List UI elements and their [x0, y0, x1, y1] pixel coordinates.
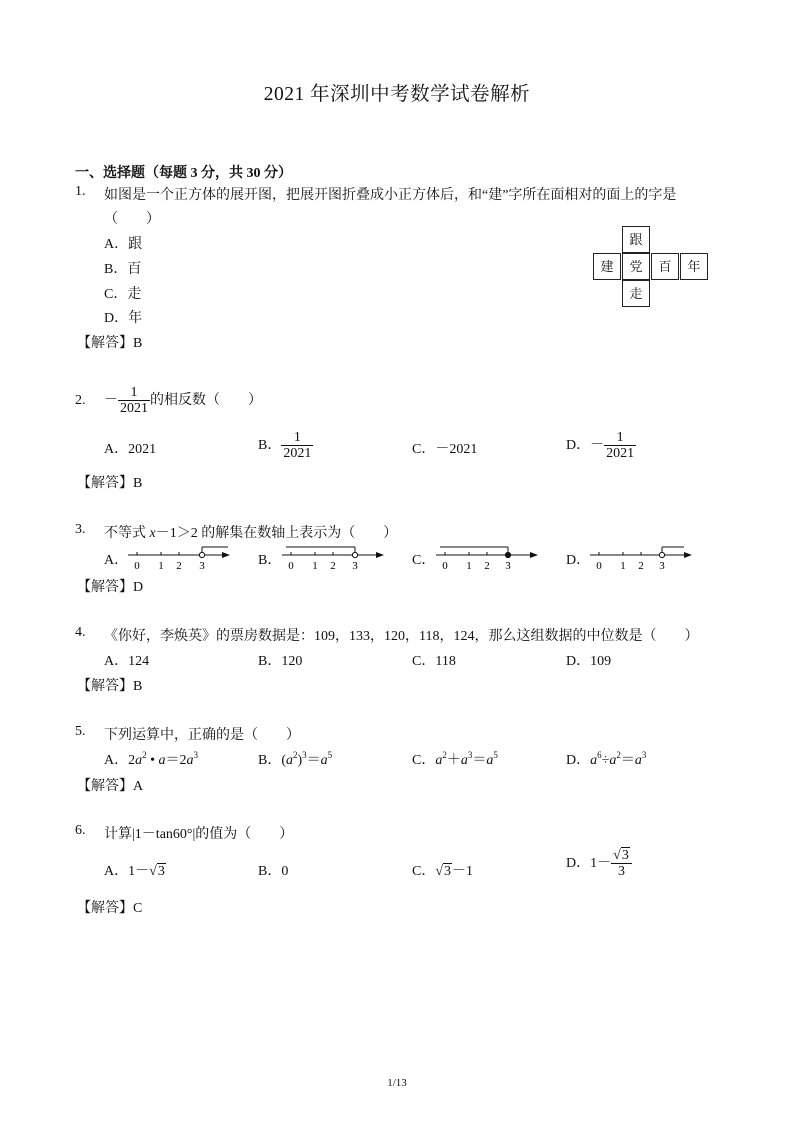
net-cell-4: 年	[680, 253, 708, 280]
q6-optc-label: C．	[412, 864, 436, 879]
tick-label: 3	[505, 560, 511, 572]
q1-option-d: D．年	[104, 311, 143, 326]
q2-optb-den: 2021	[283, 446, 312, 462]
tick-label: 0	[442, 560, 448, 572]
tick-label: 1	[466, 560, 472, 572]
q3-numberline-a	[124, 543, 234, 573]
q1-option-a: A．跟	[104, 237, 143, 252]
tick-label: 1	[620, 560, 626, 572]
q2-option-b	[258, 430, 313, 462]
q5-option-d: D．$a^6\div a^2=a^3$	[566, 750, 647, 768]
q2-frac-num: 1	[118, 385, 150, 401]
q5-option-b: B．$(a^2)^3=a^5$	[258, 750, 333, 768]
q3-numberline-c	[432, 543, 542, 573]
sqrt-icon: √3	[435, 864, 452, 879]
q2-option-a: A．2021	[104, 442, 157, 457]
q5-option-a: A．$2a^2$ • $a=2a^3$	[104, 750, 199, 768]
q2-optb-label: B．	[258, 438, 282, 454]
q5-number: 5.	[75, 724, 86, 739]
q6-opta-label: A．1－	[104, 864, 150, 879]
q4-option-c: C．118	[412, 654, 456, 669]
q2-fraction	[118, 385, 150, 417]
q4-option-b: B．120	[258, 654, 303, 669]
section-heading: 一、选择题（每题 3 分，共 30 分）	[75, 166, 292, 181]
q2-neg: －	[104, 393, 118, 409]
tick-label: 0	[596, 560, 602, 572]
tick-label: 3	[199, 560, 205, 572]
q3-text-post: －1＞2 的解集在数轴上表示为（ ）	[155, 526, 398, 541]
q1-option-b: B．百	[104, 262, 142, 277]
q3-option-b-label: B．	[258, 553, 282, 568]
q4-answer: 【解答】B	[77, 679, 143, 694]
net-cell-2: 党	[622, 253, 650, 280]
q3-text-pre: 不等式	[104, 526, 150, 541]
q2-optd-frac	[604, 430, 636, 462]
tick-label: 2	[638, 560, 644, 572]
q2-optb-frac	[281, 430, 313, 462]
q2-stem	[104, 385, 262, 417]
tick-label: 2	[484, 560, 490, 572]
page-number: 1/13	[387, 1077, 407, 1089]
q2-optd-num: 1	[604, 430, 636, 446]
tick-label: 0	[288, 560, 294, 572]
q2-optd-label: D．－	[566, 438, 605, 454]
tick-label: 1	[158, 560, 164, 572]
q6-opta-radicand: 3	[157, 864, 165, 879]
page-title: 2021 年深圳中考数学试卷解析	[263, 84, 531, 105]
q6-optd-frac	[611, 848, 632, 880]
net-cell-1: 建	[593, 253, 621, 280]
q2-option-c: C．－2021	[412, 442, 478, 457]
q3-text	[104, 522, 397, 542]
q4-number: 4.	[75, 625, 86, 640]
q6-number: 6.	[75, 823, 86, 838]
tick-label: 2	[330, 560, 336, 572]
q6-optd-radicand: 3	[621, 848, 629, 863]
q6-text: 计算|1－tan60°|的值为（ ）	[104, 827, 294, 842]
q2-number: 2.	[75, 393, 86, 408]
q6-optc-post: －1	[452, 864, 474, 879]
q1-number: 1.	[75, 184, 86, 199]
q1-text: 如图是一个正方体的展开图，把展开图折叠成小正方体后，和“建”字所在面相对的面上的字是	[104, 188, 677, 203]
tick-label: 3	[659, 560, 665, 572]
q1-answer: 【解答】B	[77, 336, 143, 351]
q6-option-d	[566, 848, 632, 880]
q4-option-a: A．124	[104, 654, 150, 669]
q4-option-d: D．109	[566, 654, 612, 669]
q2-frac-den: 2021	[120, 401, 148, 417]
q6-optd-num	[611, 848, 632, 864]
q3-numberline-b	[278, 543, 388, 573]
tick-label: 0	[134, 560, 140, 572]
q3-answer: 【解答】D	[77, 580, 144, 595]
q1-option-c: C．走	[104, 287, 142, 302]
q1-paren: （ ）	[104, 212, 160, 227]
q6-optc-radicand: 3	[444, 864, 452, 879]
q2-optb-num: 1	[281, 430, 313, 446]
q3-option-d-label: D．	[566, 553, 591, 568]
q5-text: 下列运算中，正确的是（ ）	[104, 728, 300, 743]
q6-answer: 【解答】C	[77, 901, 143, 916]
q3-numberline-d	[586, 543, 696, 573]
q3-number: 3.	[75, 522, 86, 537]
q3-option-a-label: A．	[104, 553, 129, 568]
q4-text: 《你好，李焕英》的票房数据是：109，133，120，118，124，那么这组数据的中位数是（ ）	[104, 629, 699, 644]
sqrt-icon: √3	[613, 848, 629, 863]
tick-label: 3	[352, 560, 358, 572]
q6-option-c	[412, 860, 473, 880]
q6-option-b: B．0	[258, 864, 289, 879]
q6-optd-label: D．1－	[566, 856, 612, 872]
tick-label: 2	[176, 560, 182, 572]
net-cell-bottom: 走	[622, 280, 650, 307]
q3-var: x	[149, 526, 156, 541]
net-cell-3: 百	[651, 253, 679, 280]
q2-option-d	[566, 430, 636, 462]
q2-optd-den: 2021	[606, 446, 635, 462]
q5-answer: 【解答】A	[77, 779, 144, 794]
net-cell-top: 跟	[622, 226, 650, 253]
q6-optd-den: 3	[617, 864, 625, 880]
tick-label: 1	[312, 560, 318, 572]
q3-option-c-label: C．	[412, 553, 436, 568]
sqrt-icon: √3	[149, 864, 165, 879]
q5-option-c: C．$a^2+a^3=a^5$	[412, 750, 498, 768]
q2-answer: 【解答】B	[77, 476, 143, 491]
q6-option-a	[104, 860, 166, 880]
q2-text: 的相反数（ ）	[150, 393, 262, 409]
